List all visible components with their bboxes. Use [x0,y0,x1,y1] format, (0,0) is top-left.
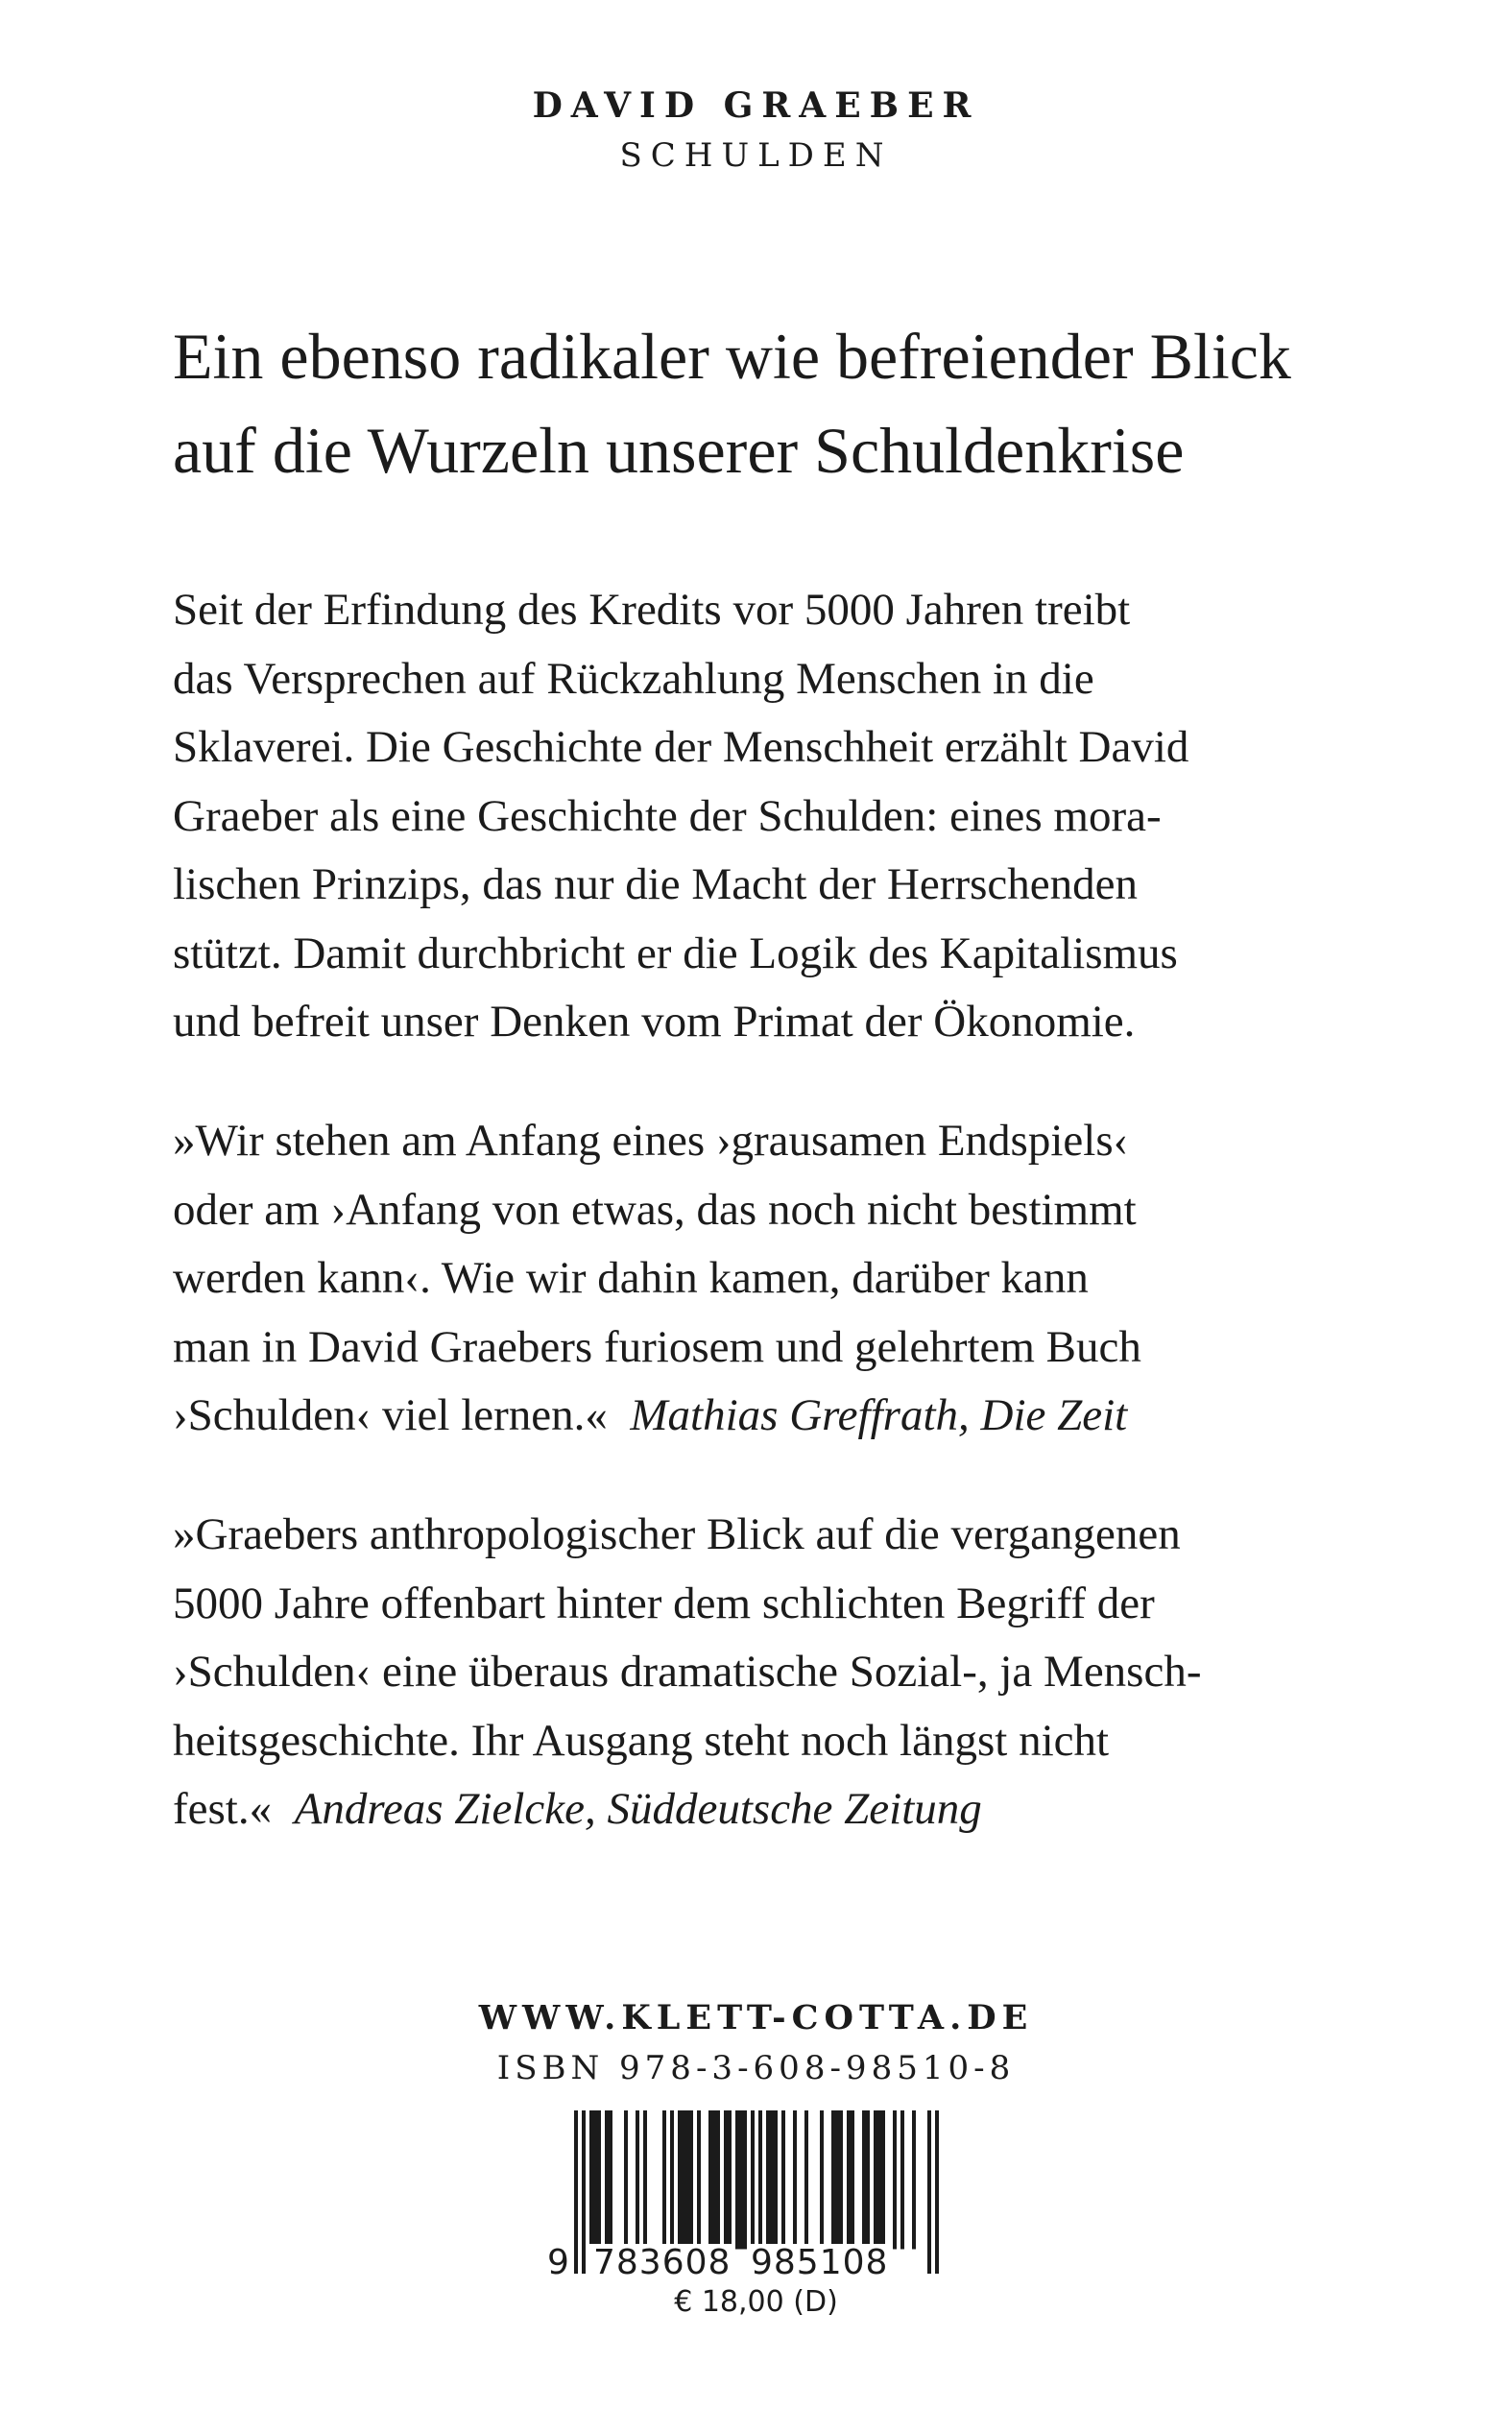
barcode-bar [877,2110,881,2250]
barcode-bar [781,2110,785,2250]
barcode-bar [670,2110,674,2250]
barcode-bar [605,2110,609,2250]
barcode-bar [912,2110,916,2250]
barcode-bar [712,2110,716,2250]
quote-last-line [173,1382,1373,1451]
quote-text: ›Schulden‹ viel lernen.« [173,1390,608,1440]
barcode-left-digits: 783608 [589,2244,734,2282]
barcode-bar [743,2110,747,2250]
quote-line: »Graebers anthropologischer Blick auf die vergangenen [173,1509,1181,1559]
barcode-digits [547,2244,950,2282]
review-quote-zeit [173,1107,1373,1451]
quote-line: ›Schulden‹ eine überaus dramatische Sozial-, ja Mensch- [173,1647,1202,1697]
barcode-bar [643,2110,647,2250]
barcode-bar [881,2110,885,2250]
barcode-bar [739,2110,743,2250]
barcode-bar [662,2110,666,2250]
barcode-bar [724,2110,728,2250]
barcode-right-digits: 985108 [747,2244,892,2282]
price-label: € 18,00 (D) [674,2285,838,2319]
barcode-bar [689,2110,693,2250]
review-quote-sz [173,1501,1373,1844]
quote-attribution: Mathias Greffrath, Die Zeit [630,1390,1128,1440]
barcode-bar [820,2110,824,2250]
barcode-bar [708,2110,712,2250]
author-name: DAVID GRAEBER [532,85,980,126]
barcode-bar [735,2110,739,2250]
barcode-bar [716,2110,720,2250]
barcode-bar [866,2110,870,2250]
barcode-bar [847,2110,851,2250]
barcode-bar [728,2110,732,2250]
quote-line: »Wir stehen am Anfang eines ›grausamen Endspiels‹ [173,1116,1129,1166]
description-line: Sklaverei. Die Geschichte der Menschheit erzählt David [173,722,1189,772]
description-line: Seit der Erfindung des Kredits vor 5000 Jahren treibt [173,585,1131,635]
quote-line: heitsgeschichte. Ihr Ausgang steht noch längst nicht [173,1715,1110,1766]
description-line: das Versprechen auf Rückzahlung Menschen in die [173,653,1094,704]
headline-line: auf die Wurzeln unserer Schuldenkrise [173,414,1185,487]
barcode-bar [597,2110,601,2250]
description-line: und befreit unser Denken vom Primat der Ökonomie. [173,997,1136,1047]
barcode-bar [593,2110,597,2250]
barcode-bar [685,2110,689,2250]
quote-line: werden kann‹. Wie wir dahin kamen, darüber kann [173,1253,1089,1303]
barcode-bar [874,2110,877,2250]
quote-line: man in David Graebers furiosem und gelehrtem Buch [173,1321,1141,1372]
description-paragraph [173,576,1373,1057]
quote-line: 5000 Jahre offenbart hinter dem schlichten Begriff der [173,1578,1155,1628]
barcode-bar [839,2110,843,2250]
quote-line: oder am ›Anfang von etwas, das noch nicht bestimmt [173,1184,1137,1235]
barcode-first-digit: 9 [547,2243,569,2282]
quote-last-line [173,1775,1373,1844]
barcode-bar [793,2110,797,2250]
barcode-bar [893,2110,897,2250]
barcode-bar [851,2110,854,2250]
quote-attribution: Andreas Zielcke, Süddeutsche Zeitung [294,1784,982,1834]
isbn-number: ISBN 978-3-608-98510-8 [496,2049,1016,2087]
barcode-bar [831,2110,835,2250]
barcode-bar [766,2110,770,2250]
barcode-bar [589,2110,593,2250]
barcode-bar [697,2110,701,2250]
barcode-bar [804,2110,808,2250]
barcode-bar [900,2110,904,2250]
barcode-bar [862,2110,866,2250]
quote-text: fest.« [173,1784,273,1834]
description-line: lischen Prinzips, das nur die Macht der Herrschenden [173,859,1138,909]
description-line: stützt. Damit durchbricht er die Logik des Kapitalismus [173,928,1178,978]
barcode-bar [624,2110,628,2250]
barcode-bar [774,2110,778,2250]
barcode-bar [609,2110,612,2250]
headline-line: Ein ebenso radikaler wie befreiender Blick [173,320,1291,393]
description-line: Graeber als eine Geschichte der Schulden: eines mora- [173,790,1162,841]
publisher-website: WWW.KLETT-COTTA.DE [478,1998,1034,2037]
barcode-bar [682,2110,685,2250]
barcode-bar [636,2110,639,2250]
barcode-bar [678,2110,682,2250]
book-title: SCHULDEN [619,136,893,175]
headline [173,309,1373,497]
barcode-bar [770,2110,774,2250]
barcode-bar [835,2110,839,2250]
